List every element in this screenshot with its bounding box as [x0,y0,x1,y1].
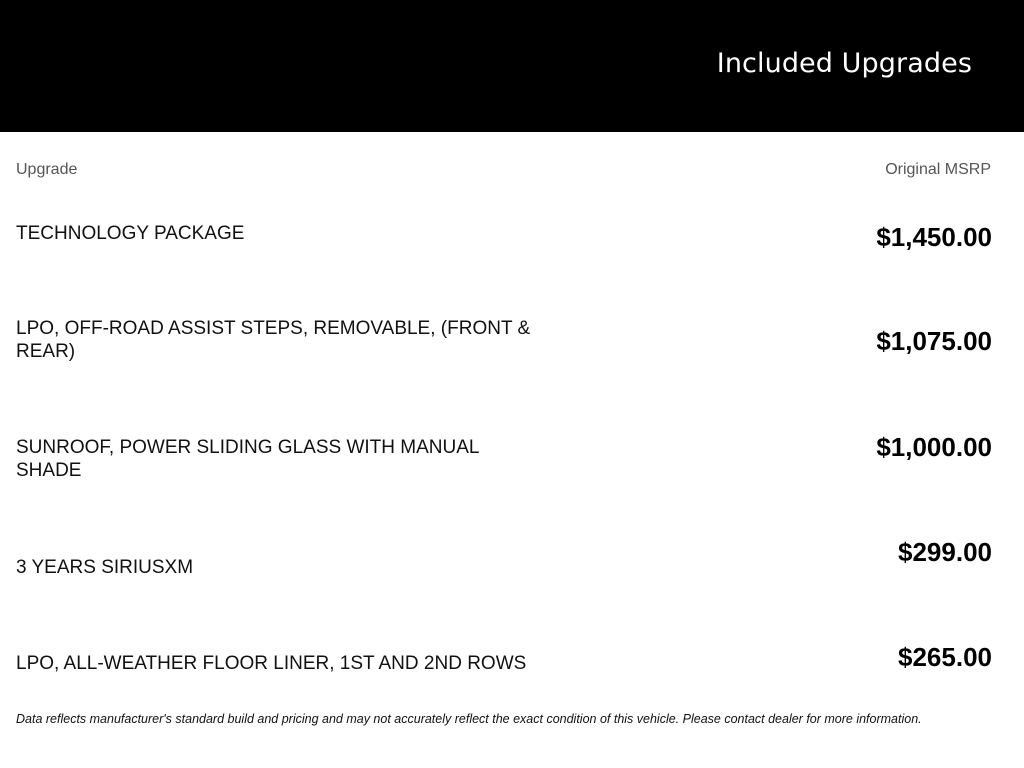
upgrade-name: TECHNOLOGY PACKAGE [16,223,245,244]
upgrade-name: 3 YEARS SIRIUSXM [16,557,194,578]
upgrade-price: $299.00 [898,537,992,567]
upgrade-price: $1,000.00 [876,432,992,462]
upgrade-name: LPO, ALL-WEATHER FLOOR LINER, 1ST AND 2ND ROWS [16,653,527,674]
upgrade-name: LPO, OFF-ROAD ASSIST STEPS, REMOVABLE, (FRONT & REAR) [16,318,531,362]
upgrade-price: $265.00 [898,642,992,672]
disclaimer-text: Data reflects manufacturer's standard build and pricing and may not accurately reflect the exact condition of this vehicle. Please contact dealer for more information. [16,712,922,726]
upgrade-name: SUNROOF, POWER SLIDING GLASS WITH MANUAL SHADE [16,437,479,481]
column-header-msrp: Original MSRP [885,161,991,178]
page-title: Included Upgrades [716,48,972,79]
upgrade-price: $1,075.00 [876,326,992,356]
upgrade-price: $1,450.00 [876,222,992,252]
header-bar [0,0,1024,132]
column-header-upgrade: Upgrade [16,161,78,178]
